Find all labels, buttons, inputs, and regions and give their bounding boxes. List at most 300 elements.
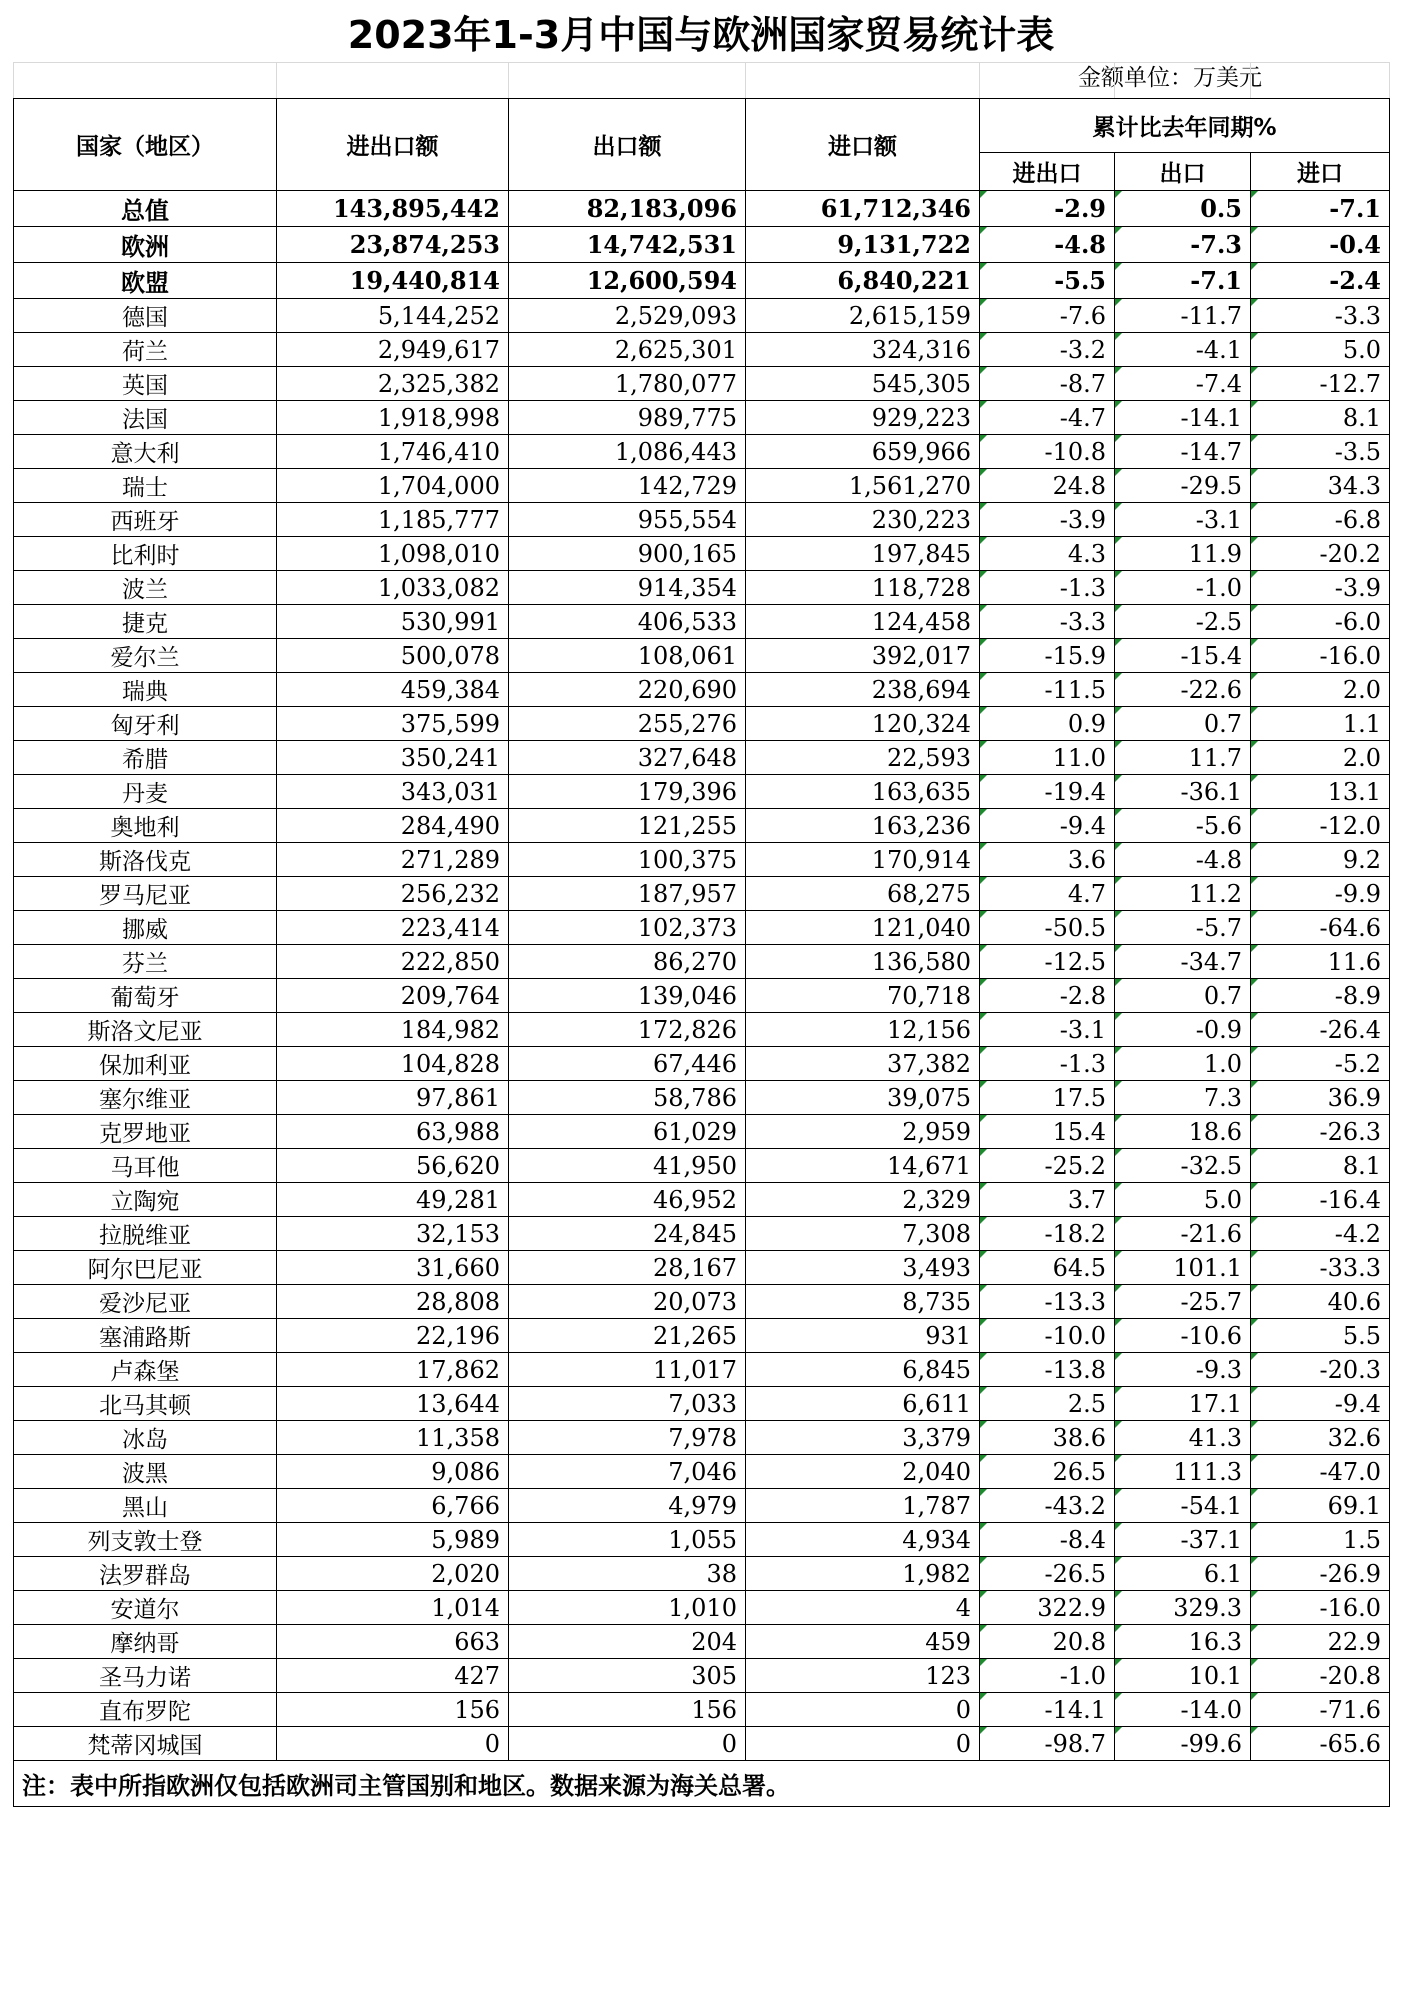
total-cell: 500,078 (277, 639, 509, 673)
country-name-cell: 圣马力诺 (14, 1659, 277, 1693)
yoy-import-cell: -64.6 (1251, 911, 1390, 945)
export-cell: 46,952 (509, 1183, 746, 1217)
total-cell: 97,861 (277, 1081, 509, 1115)
export-cell: 20,073 (509, 1285, 746, 1319)
yoy-import-cell: -4.2 (1251, 1217, 1390, 1251)
export-cell: 156 (509, 1693, 746, 1727)
total-cell: 256,232 (277, 877, 509, 911)
yoy-total-cell: 24.8 (980, 469, 1115, 503)
yoy-import-cell: 9.2 (1251, 843, 1390, 877)
yoy-import-cell: -12.7 (1251, 367, 1390, 401)
country-name-cell: 拉脱维亚 (14, 1217, 277, 1251)
unit-label: 金额单位：万美元 (1078, 65, 1262, 91)
header-yoy-total: 进出口 (980, 153, 1115, 191)
export-cell: 187,957 (509, 877, 746, 911)
yoy-export-cell: -14.7 (1115, 435, 1251, 469)
export-cell: 11,017 (509, 1353, 746, 1387)
header-total: 进出口额 (277, 99, 509, 191)
export-cell: 82,183,096 (509, 191, 746, 227)
yoy-total-cell: 4.7 (980, 877, 1115, 911)
page-title: 2023年1-3月中国与欧洲国家贸易统计表 (347, 13, 1055, 57)
export-cell: 2,625,301 (509, 333, 746, 367)
export-cell: 102,373 (509, 911, 746, 945)
export-cell: 220,690 (509, 673, 746, 707)
import-cell: 2,040 (746, 1455, 980, 1489)
yoy-import-cell: 1.5 (1251, 1523, 1390, 1557)
yoy-total-cell: -26.5 (980, 1557, 1115, 1591)
country-name-cell: 波黑 (14, 1455, 277, 1489)
import-cell: 3,379 (746, 1421, 980, 1455)
country-name-cell: 西班牙 (14, 503, 277, 537)
total-cell: 1,098,010 (277, 537, 509, 571)
table-row (14, 1319, 1390, 1353)
yoy-import-cell: -26.4 (1251, 1013, 1390, 1047)
yoy-export-cell: 41.3 (1115, 1421, 1251, 1455)
table-row (14, 1523, 1390, 1557)
yoy-export-cell: 11.2 (1115, 877, 1251, 911)
yoy-total-cell: 3.6 (980, 843, 1115, 877)
import-cell: 118,728 (746, 571, 980, 605)
yoy-export-cell: -4.8 (1115, 843, 1251, 877)
table-row (14, 1115, 1390, 1149)
yoy-export-cell: 5.0 (1115, 1183, 1251, 1217)
yoy-total-cell: -10.8 (980, 435, 1115, 469)
yoy-export-cell: -14.0 (1115, 1693, 1251, 1727)
yoy-import-cell: 1.1 (1251, 707, 1390, 741)
yoy-import-cell: 5.5 (1251, 1319, 1390, 1353)
country-name-cell: 斯洛文尼亚 (14, 1013, 277, 1047)
country-name-cell: 波兰 (14, 571, 277, 605)
export-cell: 406,533 (509, 605, 746, 639)
export-cell: 204 (509, 1625, 746, 1659)
yoy-import-cell: 5.0 (1251, 333, 1390, 367)
yoy-export-cell: 6.1 (1115, 1557, 1251, 1591)
total-cell: 63,988 (277, 1115, 509, 1149)
import-cell: 0 (746, 1693, 980, 1727)
yoy-export-cell: -36.1 (1115, 775, 1251, 809)
table-row (14, 673, 1390, 707)
export-cell: 28,167 (509, 1251, 746, 1285)
export-cell: 900,165 (509, 537, 746, 571)
yoy-total-cell: -19.4 (980, 775, 1115, 809)
export-cell: 1,010 (509, 1591, 746, 1625)
import-cell: 136,580 (746, 945, 980, 979)
yoy-export-cell: 11.9 (1115, 537, 1251, 571)
yoy-export-cell: -2.5 (1115, 605, 1251, 639)
trade-table-sheet (13, 62, 1390, 1807)
export-cell: 1,055 (509, 1523, 746, 1557)
import-cell: 238,694 (746, 673, 980, 707)
trade-table-body (14, 63, 1390, 1807)
yoy-export-cell: -7.3 (1115, 227, 1251, 263)
table-row (14, 877, 1390, 911)
export-cell: 914,354 (509, 571, 746, 605)
country-name-cell: 捷克 (14, 605, 277, 639)
yoy-import-cell: -3.9 (1251, 571, 1390, 605)
table-row (14, 945, 1390, 979)
yoy-total-cell: 17.5 (980, 1081, 1115, 1115)
total-cell: 271,289 (277, 843, 509, 877)
total-cell: 6,766 (277, 1489, 509, 1523)
yoy-import-cell: -2.4 (1251, 263, 1390, 299)
yoy-total-cell: -14.1 (980, 1693, 1115, 1727)
yoy-export-cell: -99.6 (1115, 1727, 1251, 1761)
yoy-import-cell: 22.9 (1251, 1625, 1390, 1659)
yoy-import-cell: 8.1 (1251, 1149, 1390, 1183)
total-cell: 1,704,000 (277, 469, 509, 503)
import-cell: 1,787 (746, 1489, 980, 1523)
header-row-1 (14, 99, 1390, 153)
yoy-total-cell: -2.9 (980, 191, 1115, 227)
export-cell: 7,033 (509, 1387, 746, 1421)
country-name-cell: 斯洛伐克 (14, 843, 277, 877)
total-cell: 1,033,082 (277, 571, 509, 605)
yoy-export-cell: -21.6 (1115, 1217, 1251, 1251)
yoy-total-cell: -5.5 (980, 263, 1115, 299)
import-cell: 70,718 (746, 979, 980, 1013)
footnote: 注：表中所指欧洲仅包括欧洲司主管国别和地区。数据来源为海关总署。 (14, 1761, 1390, 1807)
import-cell: 324,316 (746, 333, 980, 367)
total-cell: 31,660 (277, 1251, 509, 1285)
yoy-total-cell: -4.8 (980, 227, 1115, 263)
yoy-import-cell: -26.9 (1251, 1557, 1390, 1591)
import-cell: 68,275 (746, 877, 980, 911)
total-cell: 2,020 (277, 1557, 509, 1591)
country-name-cell: 匈牙利 (14, 707, 277, 741)
yoy-total-cell: -1.3 (980, 571, 1115, 605)
yoy-import-cell: -7.1 (1251, 191, 1390, 227)
total-cell: 343,031 (277, 775, 509, 809)
yoy-export-cell: -34.7 (1115, 945, 1251, 979)
total-cell: 0 (277, 1727, 509, 1761)
export-cell: 4,979 (509, 1489, 746, 1523)
table-row (14, 1353, 1390, 1387)
spacer-cell (1115, 63, 1251, 99)
yoy-total-cell: -10.0 (980, 1319, 1115, 1353)
table-row (14, 401, 1390, 435)
header-yoy-export: 出口 (1115, 153, 1251, 191)
country-name-cell: 挪威 (14, 911, 277, 945)
country-name-cell: 瑞士 (14, 469, 277, 503)
country-name-cell: 欧盟 (14, 263, 277, 299)
total-cell: 223,414 (277, 911, 509, 945)
export-cell: 21,265 (509, 1319, 746, 1353)
export-cell: 24,845 (509, 1217, 746, 1251)
country-name-cell: 卢森堡 (14, 1353, 277, 1387)
export-cell: 14,742,531 (509, 227, 746, 263)
export-cell: 305 (509, 1659, 746, 1693)
yoy-total-cell: -3.2 (980, 333, 1115, 367)
country-name-cell: 马耳他 (14, 1149, 277, 1183)
yoy-export-cell: 111.3 (1115, 1455, 1251, 1489)
table-row (14, 979, 1390, 1013)
yoy-total-cell: -3.9 (980, 503, 1115, 537)
export-cell: 41,950 (509, 1149, 746, 1183)
total-cell: 1,746,410 (277, 435, 509, 469)
yoy-export-cell: -54.1 (1115, 1489, 1251, 1523)
country-name-cell: 立陶宛 (14, 1183, 277, 1217)
import-cell: 124,458 (746, 605, 980, 639)
yoy-import-cell: 69.1 (1251, 1489, 1390, 1523)
yoy-export-cell: 11.7 (1115, 741, 1251, 775)
table-row (14, 1557, 1390, 1591)
table-row (14, 809, 1390, 843)
country-name-cell: 保加利亚 (14, 1047, 277, 1081)
spacer-cell (509, 63, 746, 99)
export-cell: 86,270 (509, 945, 746, 979)
yoy-total-cell: -3.3 (980, 605, 1115, 639)
yoy-export-cell: -37.1 (1115, 1523, 1251, 1557)
import-cell: 0 (746, 1727, 980, 1761)
table-row (14, 1013, 1390, 1047)
export-cell: 7,046 (509, 1455, 746, 1489)
table-row (14, 1081, 1390, 1115)
trade-table (13, 62, 1390, 1807)
table-row (14, 333, 1390, 367)
total-cell: 284,490 (277, 809, 509, 843)
export-cell: 67,446 (509, 1047, 746, 1081)
total-cell: 32,153 (277, 1217, 509, 1251)
country-name-cell: 丹麦 (14, 775, 277, 809)
import-cell: 9,131,722 (746, 227, 980, 263)
import-cell: 931 (746, 1319, 980, 1353)
yoy-import-cell: -33.3 (1251, 1251, 1390, 1285)
import-cell: 3,493 (746, 1251, 980, 1285)
spacer-cell (1251, 63, 1390, 99)
total-cell: 663 (277, 1625, 509, 1659)
total-cell: 22,196 (277, 1319, 509, 1353)
header-export: 出口额 (509, 99, 746, 191)
country-name-cell: 直布罗陀 (14, 1693, 277, 1727)
table-row (14, 1421, 1390, 1455)
yoy-export-cell: -5.6 (1115, 809, 1251, 843)
yoy-import-cell: 40.6 (1251, 1285, 1390, 1319)
yoy-import-cell: -12.0 (1251, 809, 1390, 843)
import-cell: 545,305 (746, 367, 980, 401)
country-name-cell: 葡萄牙 (14, 979, 277, 1013)
yoy-export-cell: 1.0 (1115, 1047, 1251, 1081)
yoy-import-cell: 11.6 (1251, 945, 1390, 979)
table-row (14, 1149, 1390, 1183)
yoy-export-cell: -9.3 (1115, 1353, 1251, 1387)
total-cell: 9,086 (277, 1455, 509, 1489)
total-cell: 28,808 (277, 1285, 509, 1319)
yoy-import-cell: -65.6 (1251, 1727, 1390, 1761)
export-cell: 955,554 (509, 503, 746, 537)
yoy-total-cell: -3.1 (980, 1013, 1115, 1047)
total-cell: 5,989 (277, 1523, 509, 1557)
export-cell: 0 (509, 1727, 746, 1761)
country-name-cell: 爱尔兰 (14, 639, 277, 673)
total-cell: 56,620 (277, 1149, 509, 1183)
total-cell: 222,850 (277, 945, 509, 979)
yoy-export-cell: 18.6 (1115, 1115, 1251, 1149)
export-cell: 38 (509, 1557, 746, 1591)
export-cell: 7,978 (509, 1421, 746, 1455)
import-cell: 197,845 (746, 537, 980, 571)
yoy-total-cell: 26.5 (980, 1455, 1115, 1489)
country-name-cell: 列支敦士登 (14, 1523, 277, 1557)
table-row (14, 1217, 1390, 1251)
table-row (14, 1591, 1390, 1625)
table-row (14, 537, 1390, 571)
export-cell: 172,826 (509, 1013, 746, 1047)
country-name-cell: 奥地利 (14, 809, 277, 843)
country-name-cell: 罗马尼亚 (14, 877, 277, 911)
country-name-cell: 爱沙尼亚 (14, 1285, 277, 1319)
total-cell: 375,599 (277, 707, 509, 741)
yoy-export-cell: -7.4 (1115, 367, 1251, 401)
table-row (14, 1387, 1390, 1421)
yoy-total-cell: -1.3 (980, 1047, 1115, 1081)
yoy-import-cell: -20.3 (1251, 1353, 1390, 1387)
yoy-import-cell: -6.0 (1251, 605, 1390, 639)
country-name-cell: 摩纳哥 (14, 1625, 277, 1659)
yoy-total-cell: 20.8 (980, 1625, 1115, 1659)
yoy-import-cell: 2.0 (1251, 741, 1390, 775)
yoy-total-cell: -25.2 (980, 1149, 1115, 1183)
yoy-export-cell: -25.7 (1115, 1285, 1251, 1319)
import-cell: 2,329 (746, 1183, 980, 1217)
import-cell: 39,075 (746, 1081, 980, 1115)
total-cell: 530,991 (277, 605, 509, 639)
yoy-export-cell: 0.7 (1115, 979, 1251, 1013)
yoy-import-cell: -16.0 (1251, 1591, 1390, 1625)
table-row (14, 1183, 1390, 1217)
yoy-import-cell: -0.4 (1251, 227, 1390, 263)
table-row (14, 263, 1390, 299)
yoy-total-cell: -2.8 (980, 979, 1115, 1013)
yoy-total-cell: -18.2 (980, 1217, 1115, 1251)
yoy-import-cell: -20.2 (1251, 537, 1390, 571)
yoy-import-cell: -16.0 (1251, 639, 1390, 673)
country-name-cell: 法国 (14, 401, 277, 435)
yoy-total-cell: -13.8 (980, 1353, 1115, 1387)
yoy-total-cell: -12.5 (980, 945, 1115, 979)
table-row (14, 1285, 1390, 1319)
total-cell: 1,918,998 (277, 401, 509, 435)
import-cell: 392,017 (746, 639, 980, 673)
country-name-cell: 法罗群岛 (14, 1557, 277, 1591)
yoy-total-cell: -7.6 (980, 299, 1115, 333)
table-row (14, 367, 1390, 401)
yoy-total-cell: 64.5 (980, 1251, 1115, 1285)
total-cell: 143,895,442 (277, 191, 509, 227)
import-cell: 170,914 (746, 843, 980, 877)
import-cell: 121,040 (746, 911, 980, 945)
import-cell: 61,712,346 (746, 191, 980, 227)
import-cell: 6,611 (746, 1387, 980, 1421)
table-row (14, 741, 1390, 775)
import-cell: 120,324 (746, 707, 980, 741)
yoy-export-cell: 0.7 (1115, 707, 1251, 741)
header-import: 进口额 (746, 99, 980, 191)
export-cell: 100,375 (509, 843, 746, 877)
export-cell: 989,775 (509, 401, 746, 435)
country-name-cell: 安道尔 (14, 1591, 277, 1625)
yoy-export-cell: -32.5 (1115, 1149, 1251, 1183)
country-name-cell: 北马其顿 (14, 1387, 277, 1421)
yoy-import-cell: -71.6 (1251, 1693, 1390, 1727)
spacer-cell (14, 63, 277, 99)
country-name-cell: 英国 (14, 367, 277, 401)
import-cell: 4 (746, 1591, 980, 1625)
import-cell: 4,934 (746, 1523, 980, 1557)
yoy-total-cell: 2.5 (980, 1387, 1115, 1421)
export-cell: 139,046 (509, 979, 746, 1013)
yoy-export-cell: -14.1 (1115, 401, 1251, 435)
import-cell: 6,840,221 (746, 263, 980, 299)
yoy-import-cell: -6.8 (1251, 503, 1390, 537)
country-name-cell: 阿尔巴尼亚 (14, 1251, 277, 1285)
total-cell: 23,874,253 (277, 227, 509, 263)
import-cell: 37,382 (746, 1047, 980, 1081)
yoy-export-cell: -1.0 (1115, 571, 1251, 605)
import-cell: 14,671 (746, 1149, 980, 1183)
import-cell: 6,845 (746, 1353, 980, 1387)
yoy-export-cell: -4.1 (1115, 333, 1251, 367)
yoy-export-cell: 17.1 (1115, 1387, 1251, 1421)
yoy-import-cell: -26.3 (1251, 1115, 1390, 1149)
yoy-import-cell: 34.3 (1251, 469, 1390, 503)
yoy-total-cell: -9.4 (980, 809, 1115, 843)
total-cell: 1,014 (277, 1591, 509, 1625)
import-cell: 163,236 (746, 809, 980, 843)
export-cell: 1,086,443 (509, 435, 746, 469)
total-cell: 427 (277, 1659, 509, 1693)
export-cell: 108,061 (509, 639, 746, 673)
yoy-export-cell: 7.3 (1115, 1081, 1251, 1115)
yoy-export-cell: -22.6 (1115, 673, 1251, 707)
yoy-import-cell: 32.6 (1251, 1421, 1390, 1455)
table-row (14, 639, 1390, 673)
table-row (14, 775, 1390, 809)
table-row (14, 1659, 1390, 1693)
spacer-cell (746, 63, 980, 99)
table-row (14, 1251, 1390, 1285)
yoy-import-cell: 2.0 (1251, 673, 1390, 707)
yoy-export-cell: -3.1 (1115, 503, 1251, 537)
yoy-total-cell: 322.9 (980, 1591, 1115, 1625)
table-row (14, 1693, 1390, 1727)
table-row (14, 843, 1390, 877)
spacer-cell (277, 63, 509, 99)
country-name-cell: 德国 (14, 299, 277, 333)
country-name-cell: 黑山 (14, 1489, 277, 1523)
header-yoy-import: 进口 (1251, 153, 1390, 191)
import-cell: 929,223 (746, 401, 980, 435)
yoy-import-cell: -3.3 (1251, 299, 1390, 333)
total-cell: 350,241 (277, 741, 509, 775)
export-cell: 2,529,093 (509, 299, 746, 333)
yoy-import-cell: -3.5 (1251, 435, 1390, 469)
import-cell: 2,615,159 (746, 299, 980, 333)
country-name-cell: 塞浦路斯 (14, 1319, 277, 1353)
yoy-total-cell: 3.7 (980, 1183, 1115, 1217)
header-country: 国家（地区） (14, 99, 277, 191)
yoy-export-cell: -5.7 (1115, 911, 1251, 945)
yoy-import-cell: -16.4 (1251, 1183, 1390, 1217)
export-cell: 255,276 (509, 707, 746, 741)
yoy-import-cell: -5.2 (1251, 1047, 1390, 1081)
table-row (14, 1489, 1390, 1523)
spacer-cell (980, 63, 1115, 99)
table-row (14, 191, 1390, 227)
export-cell: 327,648 (509, 741, 746, 775)
yoy-total-cell: -11.5 (980, 673, 1115, 707)
import-cell: 12,156 (746, 1013, 980, 1047)
import-cell: 2,959 (746, 1115, 980, 1149)
